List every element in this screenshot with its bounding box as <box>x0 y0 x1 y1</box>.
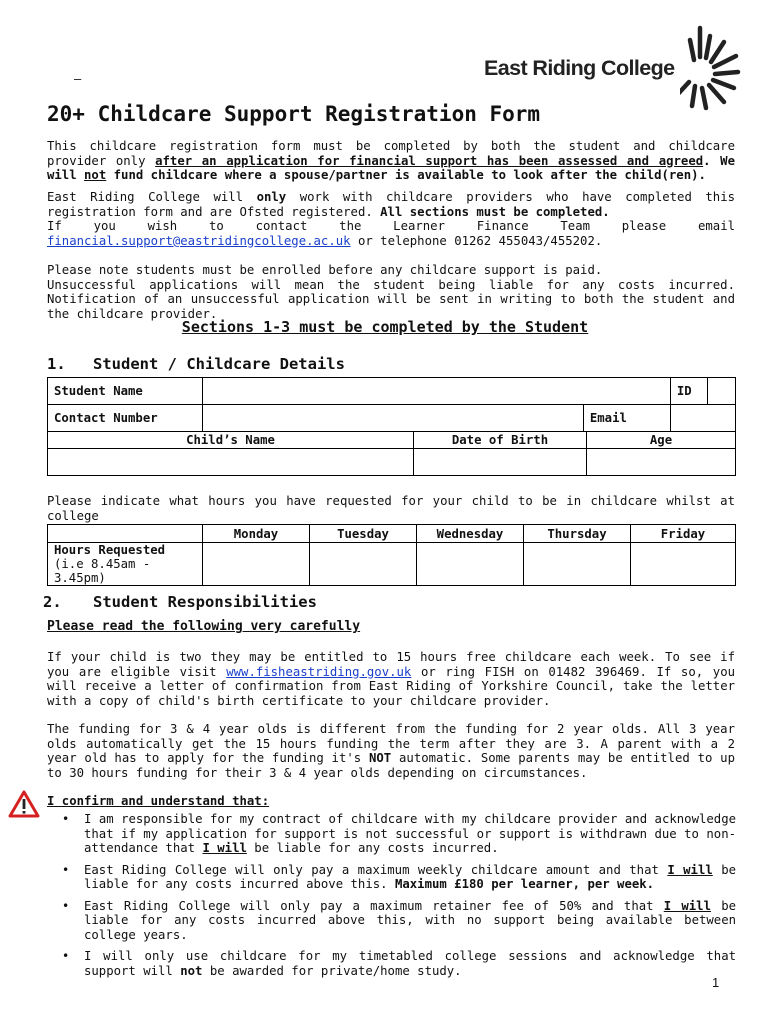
hours-thursday-field[interactable] <box>524 543 631 586</box>
day-monday: Monday <box>203 525 310 543</box>
hours-header-blank <box>48 525 203 543</box>
day-thursday: Thursday <box>524 525 631 543</box>
child-details-table <box>47 431 736 476</box>
section-2-number: 2. <box>43 593 62 611</box>
hours-requested-label: Hours Requested (i.e 8.45am - 3.45pm) <box>48 543 203 586</box>
day-friday: Friday <box>631 525 736 543</box>
intro-paragraph-1: This childcare registration form must be completed by both the student and childcare provider only after an application for financial support has been assessed and agreed. We will not fund childcare where a spouse/partner is available to look after the child(ren). <box>47 139 735 182</box>
logo-text: East Riding College <box>484 56 675 80</box>
hours-table <box>47 524 736 586</box>
age-field[interactable] <box>587 449 736 476</box>
sections-note: Sections 1-3 must be completed by the Student <box>181 318 589 336</box>
dob-label: Date of Birth <box>414 432 587 449</box>
confirmation-item-3: • East Riding College will only pay a maximum retainer fee of 50% and that I will be liable for any costs incurred above this, with no support being available between college years. <box>60 899 736 943</box>
header-dash: – <box>74 72 82 86</box>
warning-triangle-icon <box>8 790 40 818</box>
child-name-field[interactable] <box>48 449 414 476</box>
email-label: Email <box>583 405 670 432</box>
student-name-field[interactable] <box>203 378 671 405</box>
hours-monday-field[interactable] <box>203 543 310 586</box>
college-logo <box>484 22 746 112</box>
age-label: Age <box>587 432 736 449</box>
page-number: 1 <box>712 975 720 990</box>
confirmation-item-1: • I am responsible for my contract of childcare with my childcare provider and acknowledge that if my application for support is not successful or support is withdrawn due to non-attendance that I will be liable for any costs incurred. <box>60 812 736 856</box>
contact-number-field[interactable] <box>203 405 584 432</box>
hours-tuesday-field[interactable] <box>310 543 417 586</box>
section-2-title: Student Responsibilities <box>93 593 317 611</box>
page-title: 20+ Childcare Support Registration Form <box>47 102 541 126</box>
finance-email-link[interactable]: financial.support@eastridingcollege.ac.uk <box>47 233 351 248</box>
section-1-number: 1. <box>47 355 66 373</box>
child-name-label: Child’s Name <box>48 432 414 449</box>
intro-paragraph-3: Please note students must be enrolled before any childcare support is paid. Unsuccessful applications will mean the student being liable for any costs incurred. Notification of an unsuccessful application will be sent in writing to both the student and the childcare provider. <box>47 263 735 321</box>
responsibilities-paragraph-2: The funding for 3 & 4 year olds is different from the funding for 2 year olds. All 3 year olds automatically get the 15 hours funding the term after they are 3. A parent with a 2 year old has to apply for the funding it's NOT automatic. Some parents may be entitled to up to 30 hours funding for their 3 & 4 year olds depending on circumstances. <box>47 722 735 780</box>
confirmation-list <box>60 812 736 985</box>
hours-wednesday-field[interactable] <box>417 543 524 586</box>
contact-line: If you wish to contact the Learner Finance Team please email <box>47 219 735 233</box>
hours-prompt: Please indicate what hours you have requested for your child to be in childcare whilst at college <box>47 494 735 523</box>
student-name-label: Student Name <box>48 378 203 405</box>
hours-friday-field[interactable] <box>631 543 736 586</box>
email-field[interactable] <box>670 405 735 432</box>
sunburst-logo-icon <box>680 22 742 112</box>
student-details-table <box>47 377 736 432</box>
day-wednesday: Wednesday <box>417 525 524 543</box>
confirmation-item-2: • East Riding College will only pay a maximum weekly childcare amount and that I will be liable for any costs incurred above this. Maximum £180 per learner, per week. <box>60 863 736 892</box>
confirmation-item-4: • I will only use childcare for my timetabled college sessions and acknowledge that support will not be awarded for private/home study. <box>60 949 736 978</box>
confirm-heading: I confirm and understand that: <box>47 794 270 808</box>
read-carefully-note: Please read the following very carefully <box>47 619 361 634</box>
section-1-title: Student / Childcare Details <box>93 355 345 373</box>
responsibilities-paragraph-1: If your child is two they may be entitled to 15 hours free childcare each week. To see if you are eligible visit www.fisheastriding.gov.uk or ring FISH on 01482 396469. If so, you will receive a letter of confirmation from East Riding of Yorkshire Council, take the letter with a copy of child's birth certificate to your childcare provider. <box>47 650 735 708</box>
contact-number-label: Contact Number <box>48 405 203 432</box>
day-tuesday: Tuesday <box>310 525 417 543</box>
intro-paragraph-2: East Riding College will only work with childcare providers who have completed this registration form and are Ofsted registered. All sections must be completed. If you wish to contact the Learner Finance Team please email financial.support@eastridingcollege.ac.uk or telephone 01262 455043/455202. <box>47 190 735 248</box>
id-field[interactable] <box>707 378 735 405</box>
id-label: ID <box>670 378 707 405</box>
dob-field[interactable] <box>414 449 587 476</box>
fish-website-link[interactable]: www.fisheastriding.gov.uk <box>226 664 412 679</box>
